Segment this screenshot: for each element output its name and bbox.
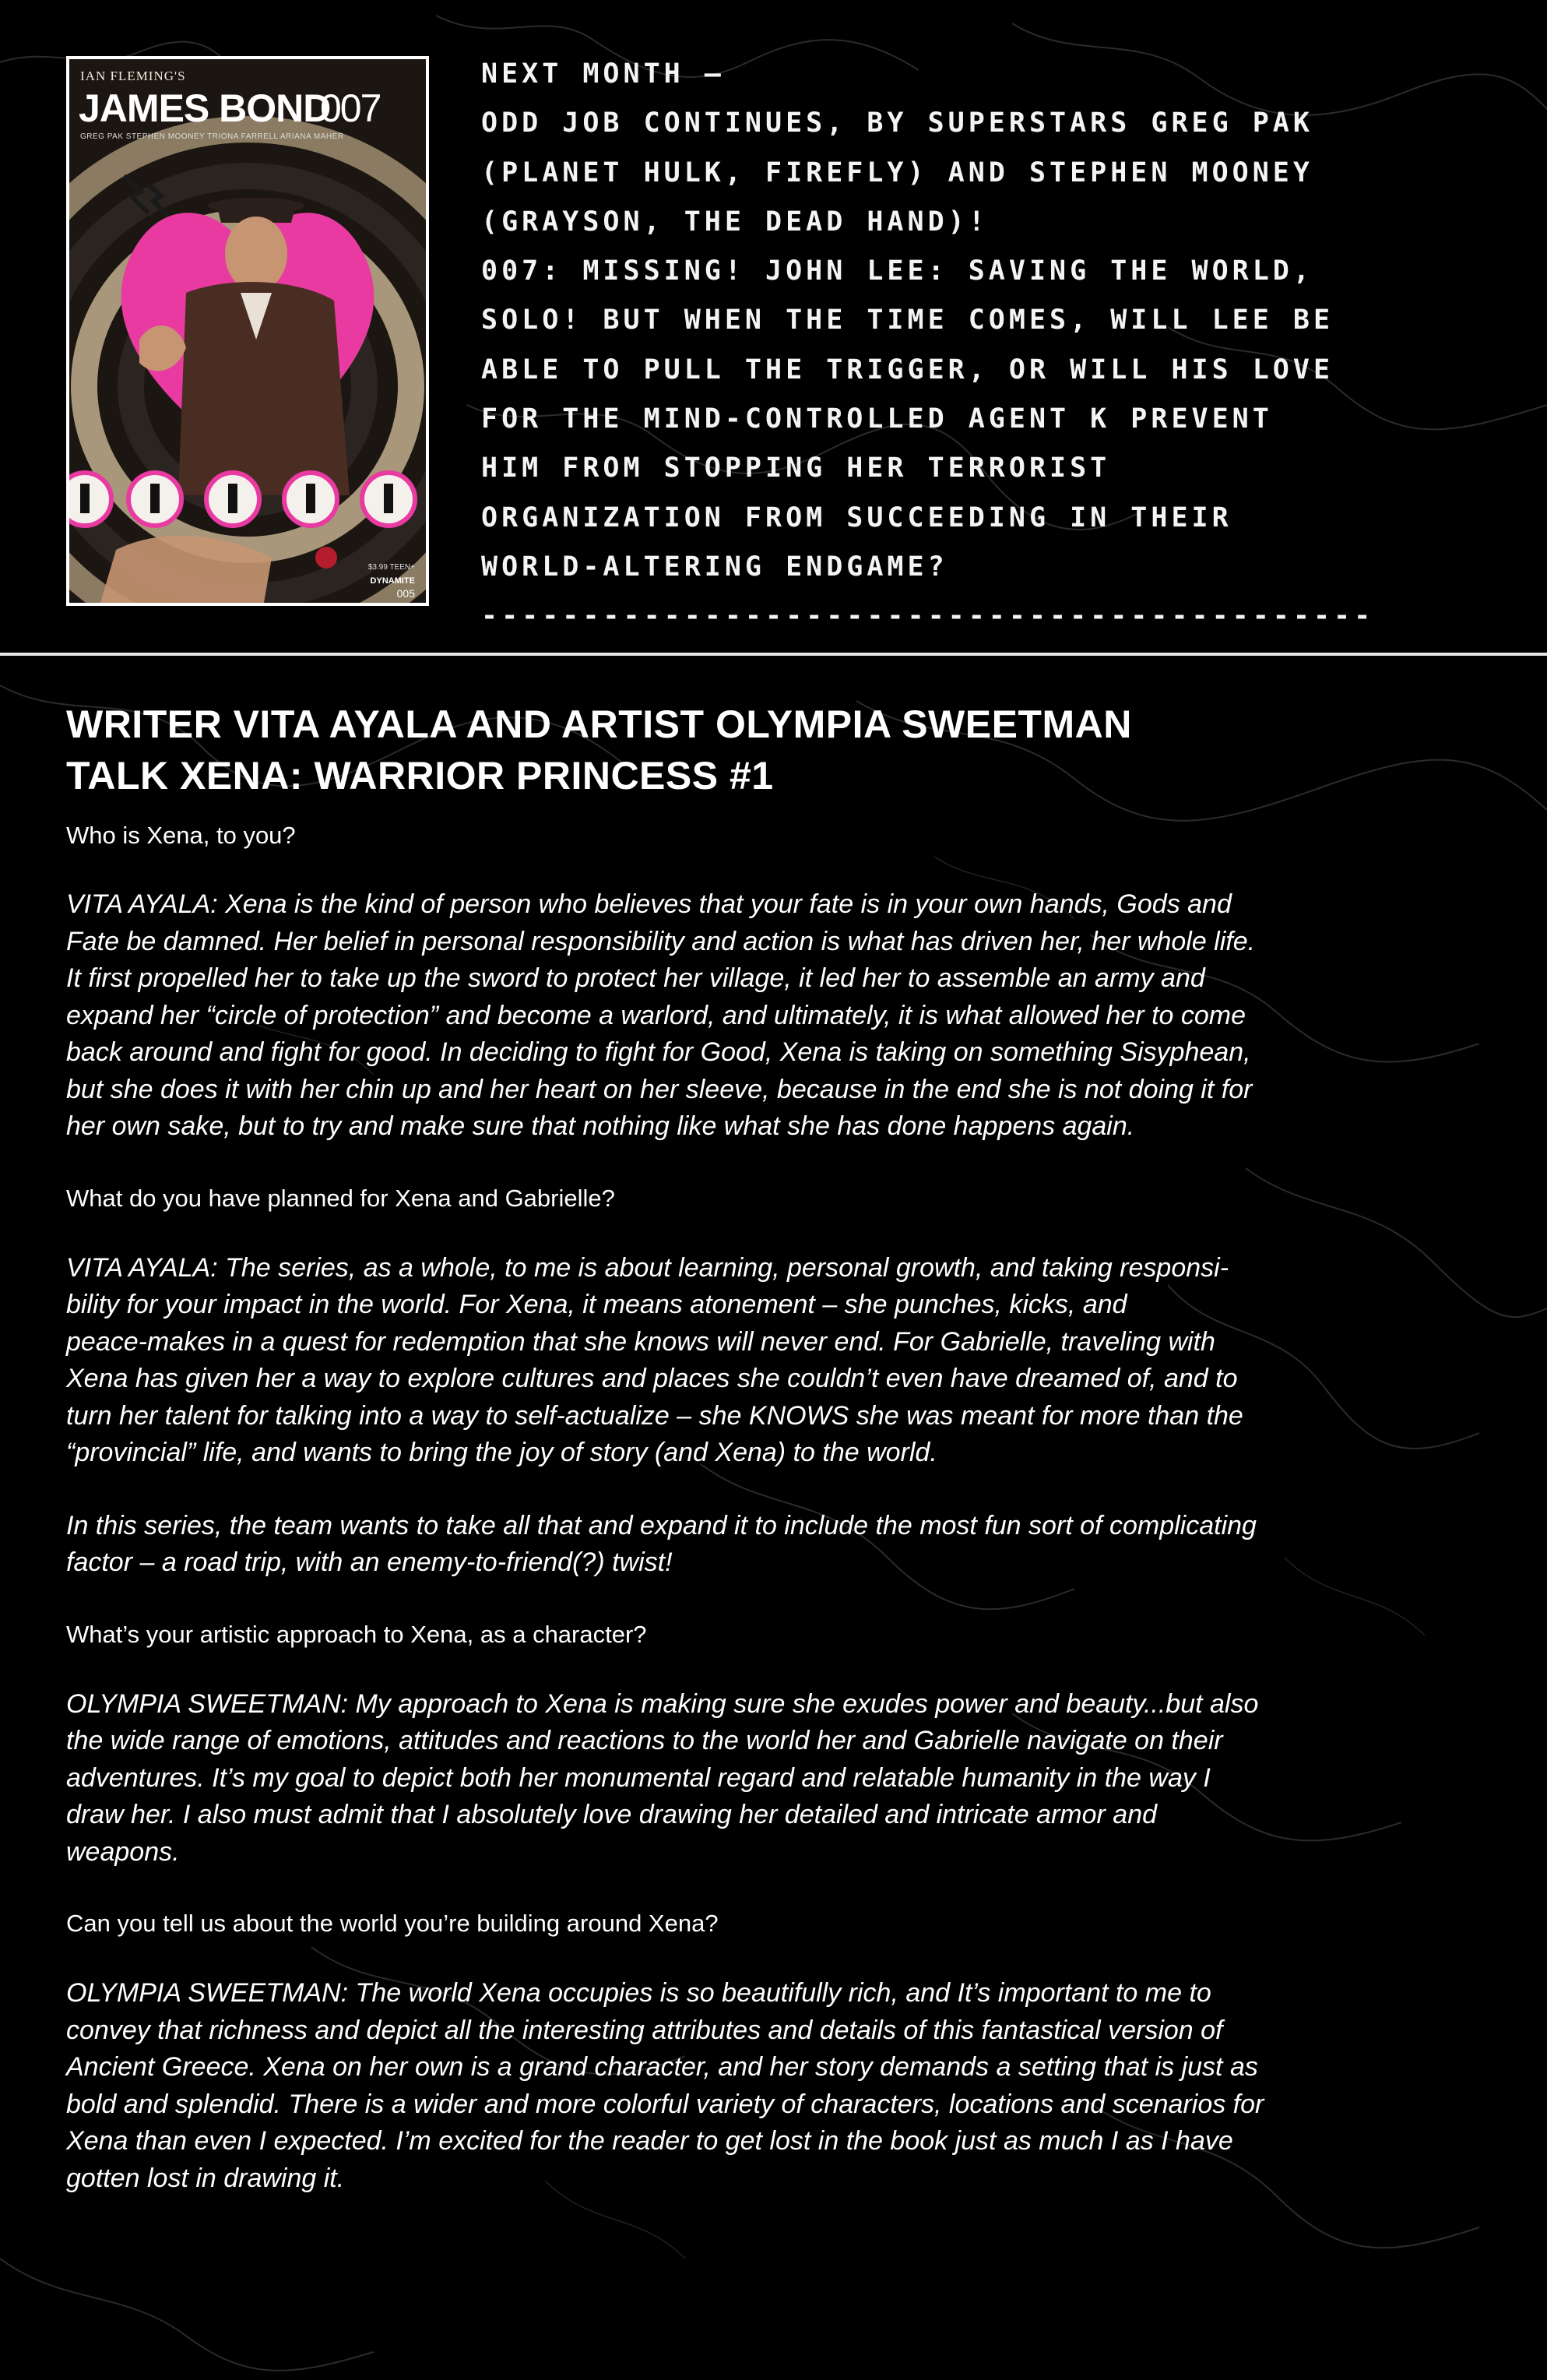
interview-article — [66, 699, 1491, 2197]
next-month-line: ABLE TO PULL THE TRIGGER, OR WILL HIS LOVE — [481, 354, 1334, 386]
answer-3 — [66, 1686, 1491, 1871]
answer-line: Ancient Greece. Xena on her own is a grand character, and her story demands a setting that is just as — [66, 2052, 1258, 2082]
next-month-line: ODD JOB CONTINUES, BY SUPERSTARS GREG PAK — [481, 107, 1313, 139]
answer-line: In this series, the team wants to take all that and expand it to include the most fun sort of complicating — [66, 1510, 1257, 1540]
answer-line: bility for your impact in the world. For Xena, it means atonement – she punches, kicks, and — [66, 1290, 1127, 1319]
answer-line: Xena than even I expected. I’m excited for the reader to get lost in the book just as much I as I have — [66, 2126, 1233, 2156]
answer-2-continued — [66, 1508, 1491, 1582]
answer-line: Xena has given her a way to explore cultures and places she couldn’t even have dreamed of, and to — [66, 1364, 1238, 1393]
answer-4 — [66, 1975, 1491, 2197]
answer-line: VITA AYALA: The series, as a whole, to me is about learning, personal growth, and taking responsi- — [66, 1252, 1229, 1283]
next-month-line: SOLO! BUT WHEN THE TIME COMES, WILL LEE BE — [481, 305, 1334, 336]
answer-2 — [66, 1250, 1491, 1472]
next-month-line: (PLANET HULK, FIREFLY) AND STEPHEN MOONEY — [481, 157, 1313, 188]
answer-line: bold and splendid. There is a wider and more colorful variety of characters, locations and scenarios for — [66, 2089, 1264, 2119]
cover-pretitle: IAN FLEMING'S — [80, 69, 186, 83]
cover-issue-number: 005 — [396, 587, 415, 600]
answer-line: factor – a road trip, with an enemy-to-friend(?) twist! — [66, 1547, 673, 1577]
cover-007-logo: 007 — [320, 86, 381, 130]
question-2: What do you have planned for Xena and Gabrielle? — [66, 1184, 615, 1212]
answer-line: OLYMPIA SWEETMAN: The world Xena occupies is so beautifully rich, and It’s important to me to — [66, 1978, 1211, 2008]
answer-1 — [66, 886, 1491, 1146]
next-month-line: NEXT MONTH – — [481, 58, 725, 90]
next-month-line: WORLD-ALTERING ENDGAME? — [481, 551, 948, 583]
answer-line: gotten lost in drawing it. — [66, 2163, 345, 2193]
question-1: Who is Xena, to you? — [66, 822, 296, 849]
headline-line: WRITER VITA AYALA AND ARTIST OLYMPIA SWEETMAN — [66, 702, 1132, 746]
headline-line: TALK XENA: WARRIOR PRINCESS #1 — [66, 754, 774, 797]
answer-line: adventures. It’s my goal to depict both her monumental regard and relatable humanity in the way I — [66, 1762, 1211, 1793]
question-3: What’s your artistic approach to Xena, as a character? — [66, 1620, 647, 1648]
cover-publisher: DYNAMITE — [370, 576, 415, 586]
cover-title: JAMES BOND — [79, 86, 331, 130]
cover-credits: GREG PAK STEPHEN MOONEY TRIONA FARRELL ARIANA MAHER — [80, 132, 344, 141]
next-month-line: FOR THE MIND-CONTROLLED AGENT K PREVENT — [481, 403, 1273, 435]
answer-line: Fate be damned. Her belief in personal responsibility and action is what has driven her, her whole life. — [66, 926, 1256, 956]
answer-line: VITA AYALA: Xena is the kind of person who believes that your fate is in your own hands, Gods and — [66, 889, 1232, 919]
answer-line: but she does it with her chin up and her heart on her sleeve, because in the end she is not doing it for — [66, 1074, 1253, 1104]
answer-line: weapons. — [66, 1836, 180, 1867]
answer-line: It first propelled her to take up the sword to protect her village, it led her to assemble an army and — [66, 963, 1205, 993]
article-headline — [66, 699, 1491, 801]
next-month-line: (GRAYSON, THE DEAD HAND)! — [481, 206, 989, 238]
answer-line: her own sake, but to try and make sure that nothing like what she has done happens again. — [66, 1111, 1135, 1141]
answer-line: draw her. I also must admit that I absolutely love drawing her detailed and intricate armor and — [66, 1800, 1158, 1829]
next-month-line: 007: MISSING! JOHN LEE: SAVING THE WORLD, — [481, 255, 1313, 287]
comic-cover — [66, 56, 429, 606]
answer-line: expand her “circle of protection” and become a warlord, and ultimately, it is what allowed her to come — [66, 1000, 1246, 1030]
answer-line: back around and fight for good. In deciding to fight for Good, Xena is taking on something Sisyphean, — [66, 1037, 1251, 1067]
next-month-line: ORGANIZATION FROM SUCCEEDING IN THEIR — [481, 502, 1232, 533]
cover-price: $3.99 TEEN+ — [367, 563, 415, 572]
next-month-blurb — [481, 50, 1493, 642]
question-4: Can you tell us about the world you’re building around Xena? — [66, 1910, 719, 1937]
answer-line: turn her talent for talking into a way to self-actualize – she KNOWS she was meant for more than the — [66, 1400, 1243, 1431]
next-month-dashes: -------------------------------------------- — [481, 600, 1375, 632]
answer-line: peace-makes in a quest for redemption that she knows will never end. For Gabrielle, traveling with — [66, 1326, 1215, 1357]
answer-line: OLYMPIA SWEETMAN: My approach to Xena is making sure she exudes power and beauty...but also — [66, 1688, 1259, 1719]
answer-line: convey that richness and depict all the interesting attributes and details of this fantastical version of — [66, 2015, 1223, 2045]
next-month-line: HIM FROM STOPPING HER TERRORIST — [481, 452, 1111, 484]
section-divider — [0, 653, 1547, 656]
answer-line: “provincial” life, and wants to bring the joy of story (and Xena) to the world. — [66, 1438, 937, 1467]
answer-line: the wide range of emotions, attitudes and reactions to the world her and Gabrielle navigate on their — [66, 1726, 1223, 1755]
